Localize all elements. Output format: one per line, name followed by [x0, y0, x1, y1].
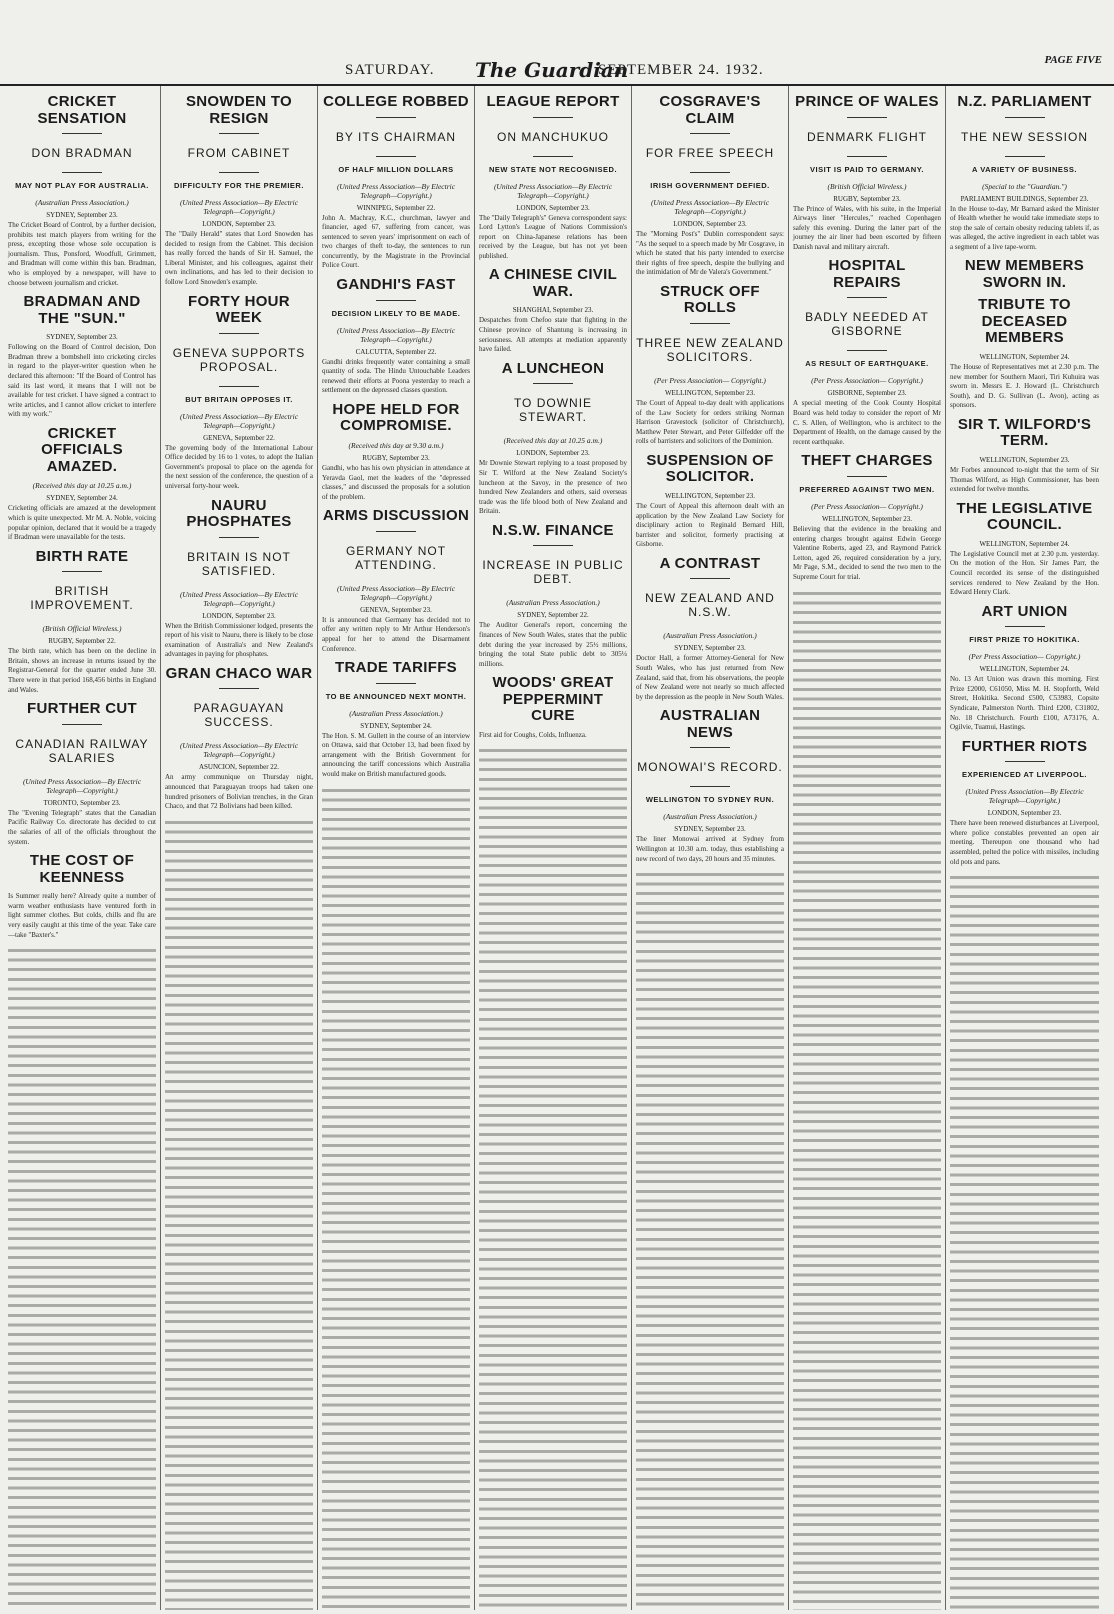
article-source: (Australian Press Association.)	[506, 598, 600, 608]
article-deck: A VARIETY OF BUSINESS.	[971, 164, 1078, 174]
article-deck: NEW STATE NOT RECOGNISED.	[488, 164, 618, 174]
article-source: (Australian Press Association.)	[349, 708, 443, 718]
article-source: (British Official Wireless.)	[42, 624, 122, 634]
article-source: (Australian Press Association.)	[663, 631, 757, 641]
divider	[376, 683, 416, 684]
article-body: John A. Machray, K.C., churchman, lawyer and financier, aged 67, suffering from cancer, was sentenced to seven years' imprisonment on each of two charges of theft to-day, the sentences to run concurrently, by the Magistrate in the Provincial Police Court.	[322, 213, 470, 270]
masthead-title: The Guardian	[475, 58, 629, 82]
article-deck: DECISION LIKELY TO BE MADE.	[331, 308, 461, 318]
article-dateline: WELLINGTON, September 23.	[821, 514, 913, 523]
article-body: The Hon. S. M. Gullett in the course of an interview on Ottawa, said that October 13, had been fixed by arrangement with the British Government for announcing the tariff concessions which Australia would make on British manufactured goods.	[322, 731, 470, 779]
article-headline: A CHINESE CIVIL WAR.	[488, 266, 618, 300]
article-dateline: CALCUTTA, September 22.	[355, 347, 437, 356]
column-5	[632, 86, 789, 1610]
article-source: (Received this day at 10.25 a.m.)	[32, 481, 132, 491]
column-7	[946, 86, 1103, 1610]
page-number: PAGE FIVE	[1044, 54, 1102, 66]
divider	[847, 350, 887, 351]
article-dateline: WELLINGTON, September 23.	[664, 491, 756, 500]
divider	[62, 172, 102, 173]
article-subheadline: GENEVA SUPPORTS PROPOSAL.	[172, 345, 306, 374]
article-body: Cricketing officials are amazed at the development which is quite unexpected. Mr M. A. Noble, voicing popular opinion, declared that it would be a tragedy if Bradman were unavailable for the tests.	[8, 504, 156, 542]
divider	[847, 297, 887, 298]
article	[322, 277, 470, 396]
article-headline: FORTY HOUR WEEK	[188, 292, 290, 327]
article-source: (Per Press Association— Copyright.)	[811, 376, 923, 386]
article-dateline: LONDON, September 23.	[987, 809, 1062, 818]
divider	[1005, 761, 1045, 762]
article	[479, 267, 627, 354]
article-headline: COLLEGE ROBBED	[323, 93, 469, 110]
article-deck: MAY NOT PLAY FOR AUSTRALIA.	[15, 181, 149, 190]
article	[322, 402, 470, 502]
column-6	[789, 86, 946, 1610]
article-deck: OF HALF MILLION DOLLARS	[338, 164, 454, 174]
article	[8, 426, 156, 543]
article-body: The Cricket Board of Control, by a further decision, prohibits test match players from writing for the press, excepting those whose sole occupation is journalism. Thus, Ponsford, Woodfull, Grimmett, and Bradman will come within this ban. Bradman, who is employed by a newspaper, will have to choose between journalism and cricket.	[8, 221, 156, 287]
column-text-continuation	[322, 786, 470, 1610]
divider	[376, 156, 416, 157]
article-subheadline: TO DOWNIE STEWART.	[513, 396, 593, 425]
article-body: It is announced that Germany has decided not to offer any written reply to Mr Arthur Henderson's appeal for her to attend the Disarmament Conference.	[322, 615, 470, 653]
article-dateline: LONDON, September 23.	[673, 220, 747, 228]
article-headline: BIRTH RATE	[35, 547, 129, 565]
article-dateline: SYDNEY, September 23.	[46, 333, 118, 342]
article-dateline: WELLINGTON, September 23.	[979, 455, 1070, 464]
article-headline: CRICKET OFFICIALS AMAZED.	[41, 424, 123, 475]
divider	[219, 537, 259, 538]
article-dateline: WELLINGTON, September 24.	[979, 539, 1070, 548]
article-body: When the British Commissioner lodged, presents the report of his visit to Nauru, there is likely to be close examination of Australia's and New Zealand's advantages in paying for phosphates.	[165, 621, 313, 659]
article-source: (United Press Association—By Electric Telegraph—Copyright.)	[336, 325, 456, 344]
article	[479, 94, 627, 261]
article	[322, 94, 470, 271]
column-text-continuation	[479, 746, 627, 1610]
article-body: The Legislative Council met at 2.30 p.m. yesterday. On the motion of the Hon. Sir James Parr, the Council recorded its sense of the distinguished services rendered to New Zealand by the Hon. Edward Henry Clark.	[950, 549, 1099, 597]
article	[793, 453, 941, 582]
divider	[690, 747, 730, 748]
article-dateline: GISBORNE, September 23.	[827, 389, 907, 398]
column-text-continuation	[165, 818, 313, 1610]
masthead-date: SEPTEMBER 24. 1932.	[598, 62, 764, 78]
article-deck: FIRST PRIZE TO HOKITIKA.	[969, 635, 1080, 645]
article-dateline: SYDNEY, September 23.	[674, 644, 746, 653]
article-body: Gandhi, who has his own physician in attendance at Yeravda Gaol, met the leaders of the "depressed classes," and discussed the proposals for a solution of the problem.	[322, 463, 470, 501]
divider	[376, 531, 416, 532]
divider	[690, 786, 730, 787]
masthead	[0, 52, 1114, 86]
article-subheadline: THE NEW SESSION	[960, 129, 1088, 144]
article-dateline: GENEVA, September 22.	[203, 433, 275, 442]
article-dateline: SHANGHAI, September 23.	[512, 306, 594, 315]
column-text-continuation	[793, 589, 941, 1611]
article-headline: A LUNCHEON	[501, 359, 605, 377]
article-headline: TRIBUTE TO DECEASED MEMBERS	[978, 296, 1071, 347]
article-headline: GRAN CHACO WAR	[165, 664, 313, 682]
divider	[62, 571, 102, 572]
article-dateline: RUGBY, September 23.	[833, 194, 901, 203]
article-subheadline: BRITISH IMPROVEMENT.	[30, 584, 134, 613]
article-dateline: WINNIPEG, September 22.	[356, 203, 436, 212]
article-headline: N.S.W. FINANCE	[492, 521, 614, 539]
article-headline: A CONTRAST	[659, 554, 761, 572]
article-headline: NAURU PHOSPHATES	[186, 496, 292, 531]
article-subheadline: BY ITS CHAIRMAN	[335, 129, 457, 144]
article	[8, 853, 156, 940]
article-source: (Australian Press Association.)	[663, 812, 757, 822]
article	[950, 258, 1099, 291]
divider	[533, 156, 573, 157]
article-headline: GANDHI'S FAST	[336, 276, 456, 294]
article-deck: BUT BRITAIN OPPOSES IT.	[185, 394, 293, 404]
column-text-continuation	[636, 870, 784, 1610]
divider	[376, 117, 416, 118]
divider	[533, 545, 573, 546]
article-headline: LEAGUE REPORT	[486, 93, 620, 110]
article-body: First aid for Coughs, Colds, Influenza.	[479, 730, 587, 739]
article-source: (United Press Association—By Electric Telegraph—Copyright.)	[965, 787, 1084, 806]
article-deck: VISIT IS PAID TO GERMANY.	[810, 164, 924, 174]
article-deck: AS RESULT OF EARTHQUAKE.	[805, 359, 929, 369]
article-source: (Per Press Association— Copyright.)	[811, 501, 923, 511]
article-dateline: LONDON, September 23.	[202, 611, 276, 620]
article-dateline: LONDON, September 23.	[202, 220, 276, 228]
article-headline: TRADE TARIFFS	[335, 659, 457, 677]
article-subheadline: INCREASE IN PUBLIC DEBT.	[482, 558, 624, 587]
divider	[1005, 626, 1045, 627]
divider	[533, 383, 573, 384]
article-headline: AUSTRALIAN NEWS	[659, 707, 761, 741]
column-text-continuation	[8, 946, 156, 1610]
article-headline: HOSPITAL REPAIRS	[828, 257, 906, 291]
column-2	[161, 86, 318, 1610]
article-dateline: GENEVA, September 23.	[360, 605, 432, 614]
article	[636, 94, 784, 278]
article-headline: SIR T. WILFORD'S TERM.	[957, 415, 1092, 450]
article-body: The birth rate, which has been on the decline in Britain, shows an increase in returns issued by the Registrar-General for the quarter ended June 30. There were in that period 168,456 births in England and Wales.	[8, 647, 156, 694]
article	[479, 675, 627, 740]
article	[950, 739, 1099, 867]
article	[793, 94, 941, 252]
article-source: (United Press Association—By Electric Telegraph—Copyright.)	[179, 741, 299, 760]
divider	[62, 724, 102, 725]
divider	[847, 476, 887, 477]
article-dateline: LONDON, September 23.	[516, 203, 590, 212]
divider	[219, 386, 259, 387]
article-headline: N.Z. PARLIAMENT	[957, 93, 1092, 110]
article-source: (United Press Association—By Electric Telegraph—Copyright.)	[179, 411, 299, 430]
article-subheadline: BRITAIN IS NOT SATISFIED.	[187, 549, 291, 578]
article-dateline: SYDNEY, September 24.	[360, 721, 432, 730]
article-body: Believing that the evidence in the breaking and entering charges brought against Edwin George Valentine Roberts, aged 23, and Raymond Patrick Letton, aged 26, required consideration by a jury, Mr Page, S.M., decided to send the two men to the Supreme Court for trial.	[793, 524, 941, 581]
article-body: Doctor Hall, a former Attorney-General for New South Wales, who has just returned from New Zealand, said that, from his observations, the people of New Zealand were not nearly so much affected by the depression as the people in New South Wales.	[636, 654, 784, 701]
article-deck: DIFFICULTY FOR THE PREMIER.	[174, 181, 304, 190]
article	[8, 549, 156, 695]
article-dateline: ASUNCION, September 22.	[198, 763, 280, 772]
article-dateline: PARLIAMENT BUILDINGS, September 23.	[960, 194, 1089, 203]
article-deck: IRISH GOVERNMENT DEFIED.	[650, 181, 770, 190]
article	[165, 94, 313, 288]
article-headline: STRUCK OFF ROLLS	[660, 282, 760, 317]
article	[165, 666, 313, 812]
article-headline: THE LEGISLATIVE COUNCIL.	[956, 499, 1093, 534]
article-dateline: SYDNEY, September 22.	[517, 611, 589, 620]
column-text-continuation	[950, 873, 1099, 1610]
article-subheadline: BADLY NEEDED AT GISBORNE	[805, 310, 929, 339]
article-deck: WELLINGTON TO SYDNEY RUN.	[645, 795, 775, 805]
article-source: (United Press Association—By Electric Telegraph—Copyright.)	[179, 198, 299, 216]
article-subheadline: THREE NEW ZEALAND SOLICITORS.	[636, 335, 784, 364]
article-subheadline: GERMANY NOT ATTENDING.	[345, 543, 447, 572]
article-dateline: SYDNEY, September 23.	[674, 825, 746, 834]
article-source: (British Official Wireless.)	[827, 181, 907, 191]
article-body: The Auditor General's report, concerning the finances of New South Wales, states that the public debt during the year increased by 25½ millions, bringing the total State public debt to 305¼ millions.	[479, 621, 627, 668]
article	[950, 417, 1099, 495]
article-body: The "Morning Post's" Dublin correspondent says: "As the sequel to a speech made by Mr Cosgrave, in which he stated that his party intended to exercise their rights of free speech, despite the bullying and the intimidation of Mr de Valera's Government."	[636, 230, 784, 277]
divider	[219, 333, 259, 334]
article-subheadline: PARAGUAYAN SUCCESS.	[193, 701, 285, 730]
article-body: In the House to-day, Mr Barnard asked the Minister of Health whether he would take immediate steps to stop the sale of certain obesity reducing tablets if, as was alleged, the active ingredient in each tablet was a segment of a live tape-worm.	[950, 204, 1099, 251]
article-body: No. 13 Art Union was drawn this morning. First Prize £2000, C61050, Miss M. H. Stopforth, Weld Street, Hokitika. Second £500, C53983, Copsite Syndicate, Palmerston North. Third £200, C31802, No. 18 Christchurch. Fourth £100, A73176, A. Ogilvie, Tuamui, Hastings.	[950, 675, 1099, 732]
article-headline: THE COST OF KEENNESS	[29, 852, 135, 886]
article-subheadline: CANADIAN RAILWAY SALARIES	[15, 736, 149, 765]
article-source: (United Press Association—By Electric Telegraph—Copyright.)	[650, 198, 770, 216]
article	[8, 94, 156, 288]
article-dateline: WELLINGTON, September 23.	[664, 388, 756, 397]
divider	[1005, 117, 1045, 118]
article-body: The Court of Appeal to-day dealt with applications of the Law Society for orders striking Norman Harrison Gravestock (solicitor of Christchurch), Matthew Peter Stewart, and Peter Gilfedder off the rolls of barristers and solicitors of the Dominion.	[636, 398, 784, 446]
article-subheadline: ON MANCHUKUO	[496, 129, 609, 144]
article-body: The Court of Appeal this afternoon dealt with an application by the New Zealand Law Society for disciplinary action to Reginald Bernard Hill, barrister and solicitor, formerly practising at Gisborne.	[636, 501, 784, 549]
article-deck: TO BE ANNOUNCED NEXT MONTH.	[325, 691, 467, 701]
masthead-day: SATURDAY.	[345, 62, 435, 78]
column-1	[4, 86, 161, 1610]
article-headline: CRICKET SENSATION	[37, 93, 127, 127]
article-body: There have been renewed disturbances at Liverpool, where police constables prevented an open air meeting. Thereupon one thousand who had assembled, pelted the police with missiles, including old pots and pans.	[950, 819, 1099, 866]
divider	[376, 300, 416, 301]
article-deck: EXPERIENCED AT LIVERPOOL.	[961, 770, 1087, 780]
article-source: (Received this day at 9.30 a.m.)	[348, 440, 444, 450]
article-dateline: SYDNEY, September 24.	[46, 494, 118, 503]
article-source: (Received this day at 10.25 a.m.)	[503, 436, 603, 446]
article-subheadline: DON BRADMAN	[31, 146, 133, 160]
article-body: The liner Monowai arrived at Sydney from Wellington at 10.30 a.m. today, thus establishing a new record of two days, 20 hours and 35 minutes.	[636, 835, 784, 863]
article	[950, 297, 1099, 410]
article-deck: PREFERRED AGAINST TWO MEN.	[799, 484, 935, 494]
divider	[62, 133, 102, 134]
divider	[690, 133, 730, 134]
article-body: The governing body of the International Labour Office decided by 16 to 1 votes, to adopt the Italian Government's proposal to place on the agenda for the next session of the conference, the question of a universal forty-hour week.	[165, 443, 313, 490]
article-body: The "Evening Telegraph" states that the Canadian Pacific Railway Co. directorate has decided to cut the salaries of all of the officials throughout the system.	[8, 808, 156, 846]
article-headline: ART UNION	[981, 602, 1068, 620]
article-headline: THEFT CHARGES	[801, 452, 933, 470]
article-dateline: RUGBY, September 22.	[48, 637, 116, 646]
article	[479, 361, 627, 517]
article-source: (United Press Association—By Electric Telegraph—Copyright.)	[22, 776, 142, 795]
article-source: (United Press Association—By Electric Telegraph—Copyright.)	[336, 181, 456, 200]
article-body: The "Daily Telegraph's" Geneva correspondent says: Lord Lytton's League of Nations Commission's report on China-Japanese relations has been received by the League, but has not yet been published.	[479, 213, 627, 260]
article-dateline: SYDNEY, September 23.	[46, 211, 118, 219]
article-dateline: RUGBY, September 23.	[362, 453, 430, 462]
article-headline: COSGRAVE'S CLAIM	[659, 93, 761, 127]
article	[636, 284, 784, 447]
divider	[847, 117, 887, 118]
article-source: (Per Press Association— Copyright.)	[968, 652, 1081, 662]
divider	[690, 323, 730, 324]
article-headline: NEW MEMBERS SWORN IN.	[964, 257, 1085, 291]
divider	[533, 117, 573, 118]
article	[322, 660, 470, 779]
article	[479, 523, 627, 669]
article-source: (United Press Association—By Electric Telegraph—Copyright.)	[336, 583, 456, 602]
article	[950, 604, 1099, 733]
article	[8, 701, 156, 847]
article-headline: WOODS' GREAT PEPPERMINT CURE	[492, 674, 614, 725]
article-body: Mr Downie Stewart replying to a toast proposed by Sir T. Wilford at the New Zealand Society's luncheon at the Savoy, in the presence of two hundred New Zealanders and others, said overseas trade was the life blood both of New Zealand and Britain.	[479, 459, 627, 516]
article-headline: FURTHER RIOTS	[961, 737, 1088, 755]
article-subheadline: MONOWAI'S RECORD.	[637, 760, 783, 775]
divider	[847, 156, 887, 157]
article-body: Gandhi drinks frequently water containing a small quantity of soda. The Hindu Untouchable Leaders renewed their efforts at Poona yesterday to reach a settlement on the depressed classes question.	[322, 357, 470, 395]
article-headline: SUSPENSION OF SOLICITOR.	[646, 451, 774, 486]
article-body: Following on the Board of Control decision, Don Bradman threw a bombshell into cricketing circles in regard to the player-writer question when he declared this afternoon: "If the Board of Control has said its last word, it means that I will not be available for test cricket. I have signed a contract to write articles, and I cannot allow cricket to interfere with my work."	[8, 343, 156, 419]
article-headline: SNOWDEN TO RESIGN	[185, 93, 293, 127]
article-dateline: TORONTO, September 23.	[43, 798, 121, 807]
article-source: (Special to the "Guardian.")	[982, 181, 1067, 191]
divider	[219, 688, 259, 689]
article-dateline: WELLINGTON, September 24.	[979, 665, 1070, 674]
article-headline: BRADMAN AND THE "SUN."	[23, 293, 141, 327]
divider	[1005, 156, 1045, 157]
article	[636, 556, 784, 702]
columns	[4, 86, 1110, 1610]
article	[636, 453, 784, 550]
article	[8, 294, 156, 420]
article-body: An army communique on Thursday night, announced that Paraguayan troops had taken one hundred prisoners of Bolivian trenches, in the Gran Chaco, and that 72 Bolivians had been killed.	[165, 773, 313, 811]
article	[165, 294, 313, 492]
article-dateline: LONDON, September 23.	[516, 449, 590, 458]
article-subheadline: FROM CABINET	[187, 146, 291, 160]
column-3	[318, 86, 475, 1610]
divider	[690, 172, 730, 173]
divider	[690, 578, 730, 579]
article-headline: HOPE HELD FOR COMPROMISE.	[332, 400, 460, 435]
article-body: Is Summer really here? Already quite a number of warm weather enthusiasts have ventured forth in light summer clothes. But colds, chills and flu are very easily caught at this time of the year. Take care—take "Baxter's."	[8, 892, 156, 939]
article	[636, 708, 784, 864]
article-headline: FURTHER CUT	[27, 700, 137, 718]
article-headline: PRINCE OF WALES	[795, 93, 939, 110]
article-subheadline: DENMARK FLIGHT	[806, 129, 927, 144]
article-subheadline: NEW ZEALAND AND N.S.W.	[645, 591, 775, 620]
article-body: Mr Forbes announced to-night that the term of Sir Thomas Wilford, as High Commissioner, has been extended for twelve months.	[950, 465, 1099, 494]
article-source: (United Press Association—By Electric Telegraph—Copyright.)	[179, 589, 299, 608]
column-4	[475, 86, 632, 1610]
article-headline: ARMS DISCUSSION	[322, 507, 470, 525]
article-body: A special meeting of the Cook County Hospital Board was held today to consider the report of Mr C. S. Allen, of Wellington, who is architect to the Department of Health, on the damage caused by the recent earthquake.	[793, 399, 941, 446]
article	[165, 498, 313, 660]
article-subheadline: FOR FREE SPEECH	[645, 146, 775, 160]
divider	[219, 133, 259, 134]
article-body: The House of Representatives met at 2.30 p.m. The new member for Southern Maori, Tiri Kuhuira was sworn in. Messrs E. J. Howard (L. Christchurch South), and D. G. Sullivan (L. Avon), acting as sponsors.	[950, 362, 1099, 410]
divider	[219, 172, 259, 173]
article-source: (United Press Association—By Electric Telegraph—Copyright.)	[493, 181, 613, 200]
article-source: (Australian Press Association.)	[35, 198, 129, 207]
article	[950, 501, 1099, 598]
article-dateline: WELLINGTON, September 24.	[979, 352, 1070, 361]
article	[950, 94, 1099, 252]
article	[793, 258, 941, 447]
article-body: The "Daily Herald" states that Lord Snowden has decided to resign from the Cabinet. This decision has really forced the hands of Sir H. Samuel, the Liberal Minister, and his colleagues, against their own inclinations, and has led to their decision to follow Lord Snowden's example.	[165, 230, 313, 286]
article-body: The Prince of Wales, with his suite, in the Imperial Airways liner "Hercules," reached Copenhagen safely this evening. During the latter part of the journey the air liner had been escorted by fifteen Danish naval and military aircraft.	[793, 204, 941, 251]
article	[322, 508, 470, 654]
article-body: Despatches from Chefoo state that fighting in the Chinese province of Shantung is increasing in seriousness. All attempts at mediation apparently have failed.	[479, 316, 627, 354]
article-source: (Per Press Association— Copyright.)	[654, 375, 766, 385]
